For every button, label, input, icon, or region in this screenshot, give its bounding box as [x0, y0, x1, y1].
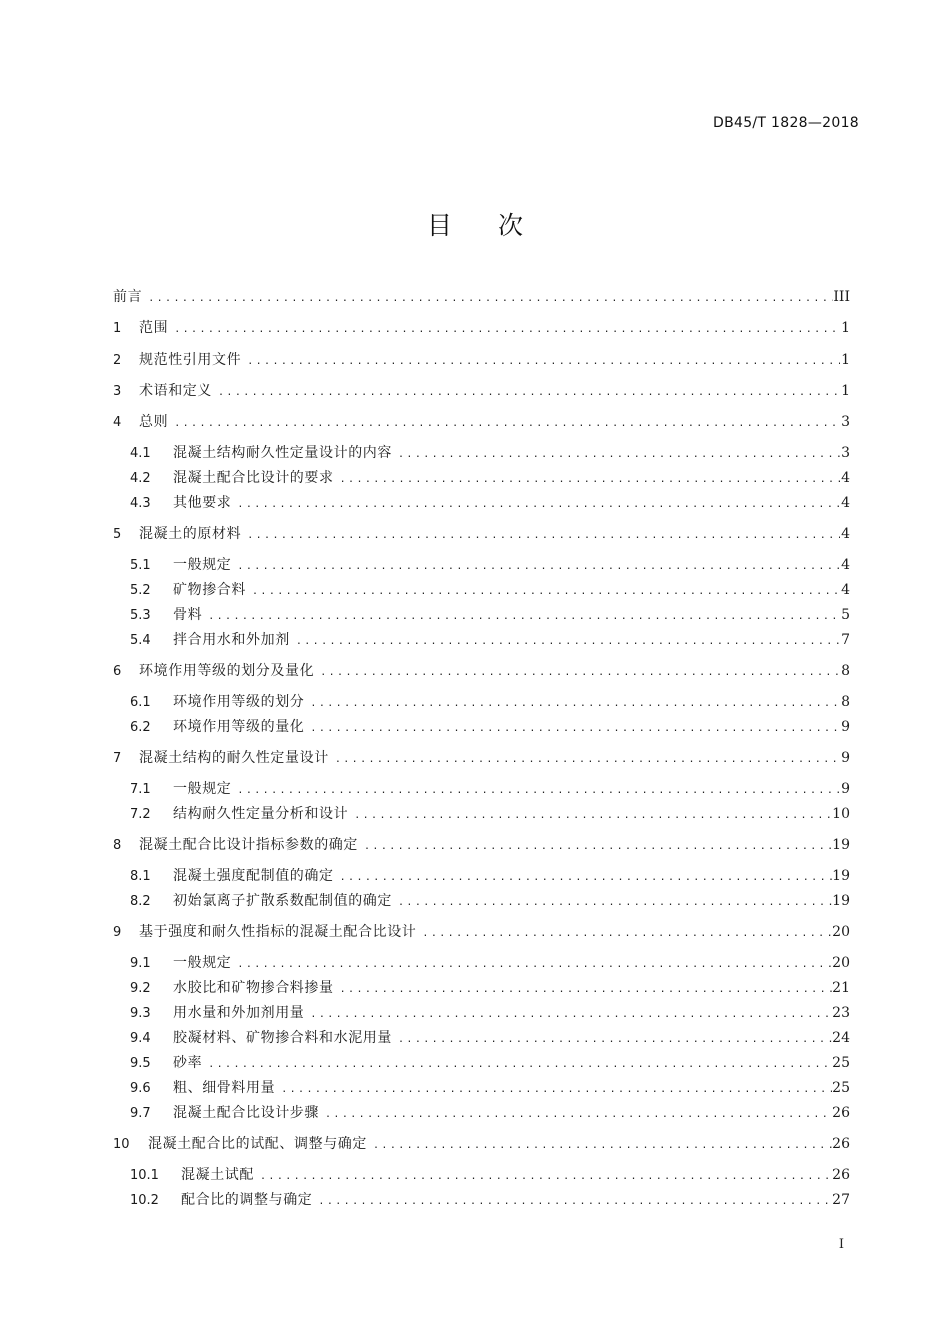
toc-entry-page: 3: [841, 445, 850, 461]
toc-entry-title: 结构耐久性定量分析和设计: [173, 806, 349, 822]
toc-leader-dots: [304, 1005, 832, 1025]
toc-entry-page: 1: [841, 352, 850, 368]
toc-entry-title: 环境作用等级的划分及量化: [139, 663, 315, 679]
toc-entry[interactable]: [130, 866, 850, 886]
toc-entry[interactable]: [113, 748, 850, 768]
toc-entry[interactable]: [130, 630, 850, 650]
toc-entry[interactable]: [113, 412, 850, 432]
toc-entry-title: 术语和定义: [139, 383, 212, 399]
toc-entry-number: 9.4: [130, 1031, 151, 1046]
toc-entry[interactable]: [113, 318, 850, 338]
toc-entry[interactable]: [113, 1134, 850, 1154]
toc-entry-title: 混凝土配合比设计指标参数的确定: [139, 837, 358, 853]
toc-entry-page: 25: [832, 1055, 850, 1071]
toc-leader-dots: [202, 1055, 832, 1075]
toc-leader-dots: [304, 694, 840, 714]
toc-entry-number: 3: [113, 384, 122, 399]
toc-entry[interactable]: [130, 1190, 850, 1210]
toc-entry-number: 7: [113, 751, 122, 766]
toc-entry-page: 4: [841, 470, 850, 486]
toc-entry-number: 9.5: [130, 1056, 151, 1071]
toc-entry-number: 8: [113, 838, 122, 853]
toc-entry-number: 1: [113, 321, 122, 336]
toc-entry[interactable]: [113, 381, 850, 401]
toc-entry-number: 6.1: [130, 695, 151, 710]
toc-entry-title: 拌合用水和外加剂: [173, 632, 290, 648]
toc-entry-title: 前言: [113, 289, 143, 305]
toc-leader-dots: [202, 607, 840, 627]
toc-entry[interactable]: [130, 1078, 850, 1098]
toc-leader-dots: [314, 663, 840, 683]
toc-entry[interactable]: [130, 779, 850, 799]
toc-leader-dots: [392, 893, 832, 913]
toc-entry-number: 8.2: [130, 894, 151, 909]
toc-entry-page: 26: [832, 1167, 850, 1183]
toc-entry[interactable]: [113, 287, 850, 307]
toc-entry-title: 范围: [139, 320, 169, 336]
toc-entry-title: 混凝土结构的耐久性定量设计: [139, 750, 329, 766]
toc-entry[interactable]: [130, 692, 850, 712]
toc-entry-page: 19: [832, 837, 850, 853]
toc-entry-title: 砂率: [173, 1055, 203, 1071]
toc-entry-number: 9.7: [130, 1106, 151, 1121]
toc-entry[interactable]: [130, 953, 850, 973]
toc-entry-page: 23: [832, 1005, 850, 1021]
page-number: I: [838, 1237, 844, 1252]
toc-leader-dots: [312, 1192, 832, 1212]
toc-entry-number: 5.4: [130, 633, 151, 648]
document-code: DB45/T 1828—2018: [713, 115, 859, 131]
toc-entry-page: 19: [832, 893, 850, 909]
toc-entry-number: 9.3: [130, 1006, 151, 1021]
toc-leader-dots: [319, 1105, 832, 1125]
toc-entry-title: 胶凝材料、矿物掺合料和水泥用量: [173, 1030, 392, 1046]
toc-entry[interactable]: [130, 978, 850, 998]
toc-entry-page: 20: [832, 955, 850, 971]
toc-entry-page: 9: [841, 719, 850, 735]
toc-leader-dots: [231, 495, 840, 515]
toc-entry-page: 5: [841, 607, 850, 623]
toc-entry[interactable]: [130, 468, 850, 488]
toc-entry-number: 2: [113, 353, 122, 368]
toc-entry-title: 混凝土配合比设计步骤: [173, 1105, 319, 1121]
toc-entry-number: 4.3: [130, 496, 151, 511]
toc-entry-page: 8: [841, 663, 850, 679]
toc-entry-page: 10: [832, 806, 850, 822]
toc-entry-number: 7.2: [130, 807, 151, 822]
toc-entry-page: 24: [832, 1030, 850, 1046]
toc-leader-dots: [142, 289, 833, 309]
toc-entry-title: 矿物掺合料: [173, 582, 246, 598]
toc-entry-title: 规范性引用文件: [139, 352, 242, 368]
toc-entry-page: 1: [841, 383, 850, 399]
toc-leader-dots: [290, 632, 840, 652]
toc-entry-page: 25: [832, 1080, 850, 1096]
toc-entry-page: 7: [841, 632, 850, 648]
toc-entry[interactable]: [130, 555, 850, 575]
toc-leader-dots: [334, 868, 833, 888]
toc-entry[interactable]: [113, 835, 850, 855]
toc-leader-dots: [367, 1136, 832, 1156]
toc-entry-number: 4.2: [130, 471, 151, 486]
toc-entry[interactable]: [130, 804, 850, 824]
toc-leader-dots: [392, 445, 840, 465]
toc-entry-page: 9: [841, 781, 850, 797]
toc-leader-dots: [416, 924, 832, 944]
toc-entry[interactable]: [130, 1028, 850, 1048]
toc-entry-number: 10.2: [130, 1193, 159, 1208]
toc-leader-dots: [241, 352, 840, 372]
toc-entry-number: 7.1: [130, 782, 151, 797]
toc-entry-number: 10.1: [130, 1168, 159, 1183]
toc-leader-dots: [231, 781, 840, 801]
toc-entry-title: 配合比的调整与确定: [181, 1192, 313, 1208]
toc-entry-number: 9: [113, 925, 122, 940]
toc-entry-number: 5.2: [130, 583, 151, 598]
toc-leader-dots: [329, 750, 840, 770]
toc-entry-page: 4: [841, 495, 850, 511]
toc-entry-number: 9.2: [130, 981, 151, 996]
toc-entry-page: 4: [841, 582, 850, 598]
toc-entry-page: 3: [841, 414, 850, 430]
toc-entry-number: 9.6: [130, 1081, 151, 1096]
toc-entry-title: 其他要求: [173, 495, 232, 511]
toc-leader-dots: [304, 719, 840, 739]
toc-entry[interactable]: [130, 717, 850, 737]
toc-entry-number: 6.2: [130, 720, 151, 735]
toc-leader-dots: [241, 526, 840, 546]
toc-leader-dots: [334, 470, 840, 490]
toc-entry-title: 粗、细骨料用量: [173, 1080, 276, 1096]
toc-entry[interactable]: [130, 605, 850, 625]
toc-entry[interactable]: [130, 891, 850, 911]
toc-entry[interactable]: [130, 443, 850, 463]
toc-entry-page: 1: [841, 320, 850, 336]
toc-entry-title: 环境作用等级的量化: [173, 719, 305, 735]
toc-entry[interactable]: [113, 350, 850, 370]
toc-leader-dots: [334, 980, 833, 1000]
toc-entry-title: 一般规定: [173, 955, 232, 971]
toc-leader-dots: [392, 1030, 832, 1050]
toc-leader-dots: [168, 414, 840, 434]
toc-entry-page: 9: [841, 750, 850, 766]
toc-entry-title: 混凝土强度配制值的确定: [173, 868, 334, 884]
toc-entry[interactable]: [130, 1165, 850, 1185]
toc-entry-title: 混凝土试配: [181, 1167, 254, 1183]
toc-entry-number: 8.1: [130, 869, 151, 884]
toc-entry[interactable]: [130, 1053, 850, 1073]
toc-entry-title: 基于强度和耐久性指标的混凝土配合比设计: [139, 924, 417, 940]
toc-entry-page: 26: [832, 1105, 850, 1121]
toc-entry-page: 4: [841, 526, 850, 542]
table-of-contents: [113, 0, 850, 1344]
toc-entry-title: 骨料: [173, 607, 203, 623]
toc-leader-dots: [231, 557, 840, 577]
toc-entry-page: 21: [832, 980, 850, 996]
toc-entry-title: 环境作用等级的划分: [173, 694, 305, 710]
toc-leader-dots: [275, 1080, 832, 1100]
toc-entry-title: 混凝土配合比的试配、调整与确定: [148, 1136, 367, 1152]
toc-entry-number: 9.1: [130, 956, 151, 971]
toc-entry-title: 混凝土配合比设计的要求: [173, 470, 334, 486]
toc-leader-dots: [254, 1167, 832, 1187]
toc-leader-dots: [358, 837, 832, 857]
toc-entry-number: 5.1: [130, 558, 151, 573]
toc-entry-title: 初始氯离子扩散系数配制值的确定: [173, 893, 392, 909]
toc-entry[interactable]: [113, 524, 850, 544]
toc-entry-title: 混凝土的原材料: [139, 526, 242, 542]
toc-entry[interactable]: [113, 661, 850, 681]
toc-entry[interactable]: [130, 1003, 850, 1023]
toc-entry-page: 20: [832, 924, 850, 940]
toc-entry[interactable]: [113, 922, 850, 942]
toc-entry-title: 总则: [139, 414, 169, 430]
toc-entry-number: 4: [113, 415, 122, 430]
toc-leader-dots: [212, 383, 840, 403]
toc-entry-page: 4: [841, 557, 850, 573]
toc-entry-number: 5.3: [130, 608, 151, 623]
toc-entry-page: 27: [832, 1192, 850, 1208]
toc-entry[interactable]: [130, 493, 850, 513]
toc-entry-page: III: [833, 289, 850, 305]
toc-entry-page: 26: [832, 1136, 850, 1152]
toc-entry-title: 混凝土结构耐久性定量设计的内容: [173, 445, 392, 461]
toc-entry-page: 19: [832, 868, 850, 884]
toc-entry-title: 一般规定: [173, 781, 232, 797]
toc-entry-page: 8: [841, 694, 850, 710]
toc-entry-number: 5: [113, 527, 122, 542]
toc-entry[interactable]: [130, 1103, 850, 1123]
toc-leader-dots: [231, 955, 832, 975]
toc-leader-dots: [246, 582, 840, 602]
toc-entry[interactable]: [130, 580, 850, 600]
toc-entry-title: 一般规定: [173, 557, 232, 573]
toc-entry-number: 6: [113, 664, 122, 679]
toc-entry-number: 4.1: [130, 446, 151, 461]
page-title: 目次: [426, 211, 569, 240]
toc-entry-number: 10: [113, 1137, 130, 1152]
toc-leader-dots: [348, 806, 832, 826]
toc-entry-title: 用水量和外加剂用量: [173, 1005, 305, 1021]
toc-entry-title: 水胶比和矿物掺合料掺量: [173, 980, 334, 996]
toc-leader-dots: [168, 320, 840, 340]
